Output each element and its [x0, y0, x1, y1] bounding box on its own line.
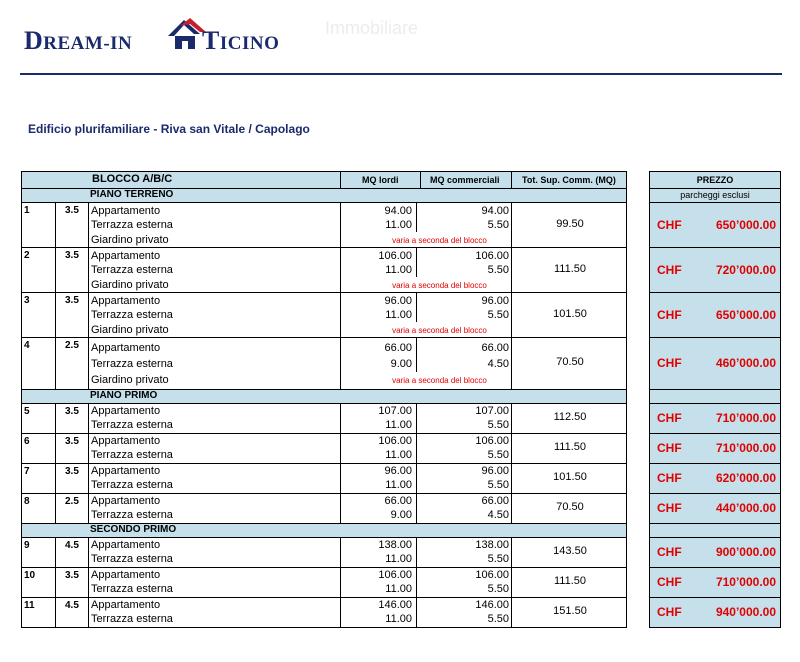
unit-number: 11 — [24, 600, 35, 611]
unit-line-label: Terrazza esterna — [91, 479, 173, 491]
value-divider — [416, 568, 417, 598]
mq-lordi-value: 11.00 — [385, 309, 412, 321]
table-row — [21, 568, 627, 598]
price-section-spacer — [649, 390, 781, 404]
mq-lordi-value: 107.00 — [378, 405, 412, 417]
value-divider — [416, 338, 417, 372]
mq-lordi-value: 106.00 — [378, 250, 412, 262]
unit-line-label: Terrazza esterna — [91, 419, 173, 431]
column-divider — [55, 293, 56, 337]
mq-lordi-value: 11.00 — [385, 479, 412, 491]
unit-rooms: 4.5 — [65, 540, 79, 551]
mq-comm-value: 4.50 — [487, 358, 509, 370]
header-mq-comm: MQ commerciali — [430, 175, 500, 185]
column-divider — [88, 404, 89, 433]
unit-rooms: 3.5 — [65, 406, 79, 417]
column-divider — [340, 404, 341, 433]
mq-lordi-value: 106.00 — [378, 569, 412, 581]
column-divider — [340, 338, 341, 389]
mq-comm-value: 5.50 — [487, 219, 509, 231]
value-divider — [416, 434, 417, 464]
price-currency: CHF — [657, 262, 682, 277]
column-divider — [55, 568, 56, 597]
price-cell — [649, 568, 781, 598]
value-divider — [416, 598, 417, 628]
column-divider — [55, 494, 56, 523]
table-row — [21, 538, 627, 568]
mq-comm-value: 107.00 — [475, 405, 509, 417]
column-divider — [88, 203, 89, 247]
price-cell — [649, 203, 781, 248]
column-divider — [340, 568, 341, 597]
unit-line-label: Appartamento — [91, 569, 161, 581]
price-cell — [649, 464, 781, 494]
mq-comm-value: 5.50 — [487, 419, 509, 431]
mq-comm-value: 5.50 — [487, 264, 509, 276]
price-currency: CHF — [657, 501, 682, 515]
price-amount: 710’000.00 — [715, 411, 776, 425]
total-surface: 101.50 — [553, 307, 587, 320]
unit-line-label: Terrazza esterna — [91, 583, 173, 595]
column-divider — [55, 464, 56, 493]
mq-comm-value: 5.50 — [487, 479, 509, 491]
unit-number: 6 — [24, 436, 30, 447]
unit-line-label: Giardino privato — [91, 279, 169, 291]
price-cell — [649, 538, 781, 568]
unit-line-label: Giardino privato — [91, 374, 169, 386]
price-amount: 460’000.00 — [715, 356, 776, 370]
unit-line-label: Giardino privato — [91, 324, 169, 336]
mq-lordi-value: 11.00 — [385, 583, 412, 595]
price-cell — [649, 404, 781, 434]
column-divider — [88, 464, 89, 493]
mq-comm-value: 146.00 — [475, 599, 509, 611]
value-divider — [416, 464, 417, 494]
unit-number: 2 — [24, 250, 30, 261]
table-row — [21, 598, 627, 628]
section-name: SECONDO PRIMO — [90, 524, 177, 535]
price-amount: 620’000.00 — [715, 471, 776, 485]
logo-rest-left: REAM-IN — [43, 33, 133, 54]
section-header — [21, 189, 627, 203]
mq-lordi-value: 11.00 — [385, 419, 412, 431]
column-divider — [55, 538, 56, 567]
value-divider — [416, 248, 417, 277]
header-tot: Tot. Sup. Comm. (MQ) — [522, 175, 616, 185]
unit-rooms: 3.5 — [65, 466, 79, 477]
value-divider — [416, 404, 417, 434]
price-subheader: parcheggi esclusi — [649, 189, 781, 203]
header-block-label: BLOCCO A/B/C — [92, 173, 173, 185]
unit-line-label: Terrazza esterna — [91, 264, 173, 276]
column-divider — [340, 203, 341, 247]
total-surface: 111.50 — [553, 441, 586, 453]
mq-lordi-value: 106.00 — [378, 435, 412, 447]
column-divider — [55, 338, 56, 389]
mq-lordi-value: 9.00 — [390, 358, 412, 370]
unit-line-label: Terrazza esterna — [91, 509, 173, 521]
value-divider — [416, 203, 417, 232]
mq-lordi-value: 66.00 — [384, 342, 412, 354]
unit-line-label: Appartamento — [91, 205, 161, 217]
mq-lordi-value: 96.00 — [384, 465, 412, 477]
price-amount: 650’000.00 — [715, 307, 776, 322]
unit-line-label: Appartamento — [91, 465, 161, 477]
variation-note: varia a seconda del blocco — [392, 281, 487, 290]
unit-line-label: Giardino privato — [91, 234, 169, 246]
mq-lordi-value: 146.00 — [378, 599, 412, 611]
unit-line-label: Terrazza esterna — [91, 219, 173, 231]
mq-lordi-value: 66.00 — [384, 495, 412, 507]
table-row — [21, 338, 627, 390]
price-cell — [649, 494, 781, 524]
total-surface: 143.50 — [553, 545, 587, 557]
column-divider — [88, 248, 89, 292]
section-name: PIANO TERRENO — [90, 189, 174, 200]
unit-line-label: Appartamento — [91, 599, 161, 611]
unit-rooms: 3.5 — [65, 205, 79, 216]
header-mq-lordi: MQ lordi — [362, 175, 399, 185]
section-name: PIANO PRIMO — [90, 390, 158, 401]
price-amount: 900’000.00 — [715, 545, 776, 559]
price-cell — [649, 338, 781, 390]
unit-number: 8 — [24, 496, 30, 507]
unit-line-label: Appartamento — [91, 539, 161, 551]
logo-cap-d: D — [24, 26, 44, 55]
column-divider — [340, 293, 341, 337]
price-amount: 940’000.00 — [715, 605, 776, 619]
price-currency: CHF — [657, 217, 682, 232]
price-cell — [649, 598, 781, 628]
mq-comm-value: 96.00 — [481, 465, 509, 477]
table-header — [21, 171, 627, 189]
logo — [24, 16, 324, 56]
column-divider — [55, 203, 56, 247]
unit-number: 9 — [24, 540, 30, 551]
column-divider — [55, 248, 56, 292]
header-col-divider — [340, 172, 341, 188]
price-header: PREZZO — [649, 171, 781, 189]
apartment-table — [21, 171, 627, 628]
column-divider — [340, 248, 341, 292]
unit-line-label: Appartamento — [91, 405, 161, 417]
price-currency: CHF — [657, 441, 682, 455]
mq-comm-value: 5.50 — [487, 613, 509, 625]
logo-text-right — [202, 26, 279, 56]
mq-comm-value: 96.00 — [481, 295, 509, 307]
column-divider — [88, 568, 89, 597]
section-header — [21, 524, 627, 538]
value-divider — [416, 538, 417, 568]
table-row — [21, 248, 627, 293]
total-surface: 70.50 — [556, 356, 584, 368]
unit-number: 1 — [24, 205, 30, 216]
price-currency: CHF — [657, 471, 682, 485]
column-divider — [88, 494, 89, 523]
mq-lordi-value: 96.00 — [384, 295, 412, 307]
column-divider — [55, 598, 56, 627]
price-currency: CHF — [657, 575, 682, 589]
variation-note: varia a seconda del blocco — [392, 376, 487, 385]
table-row — [21, 203, 627, 248]
mq-comm-value: 5.50 — [487, 309, 509, 321]
mq-comm-value: 5.50 — [487, 449, 509, 461]
document-subtitle: Edificio plurifamiliare - Riva san Vitale / Capolago — [28, 122, 310, 136]
unit-number: 4 — [24, 340, 30, 351]
variation-note: varia a seconda del blocco — [392, 236, 487, 245]
logo-cap-t: T — [202, 26, 220, 55]
price-amount: 710’000.00 — [715, 575, 776, 589]
unit-line-label: Appartamento — [91, 435, 161, 447]
column-divider — [88, 538, 89, 567]
price-currency: CHF — [657, 545, 682, 559]
total-surface: 151.50 — [553, 605, 587, 617]
column-divider — [88, 598, 89, 627]
price-cell — [649, 293, 781, 338]
total-surface: 101.50 — [553, 471, 587, 483]
column-divider — [340, 494, 341, 523]
mq-lordi-value: 9.00 — [390, 509, 412, 521]
unit-line-label: Appartamento — [91, 342, 161, 354]
mq-lordi-value: 94.00 — [384, 205, 412, 217]
mq-lordi-value: 11.00 — [385, 613, 412, 625]
price-section-spacer — [649, 524, 781, 538]
price-currency: CHF — [657, 307, 682, 322]
unit-number: 3 — [24, 295, 30, 306]
mq-comm-value: 106.00 — [475, 569, 509, 581]
column-divider — [340, 598, 341, 627]
mq-comm-value: 66.00 — [481, 342, 509, 354]
unit-line-label: Appartamento — [91, 250, 161, 262]
unit-number: 5 — [24, 406, 30, 417]
unit-rooms: 4.5 — [65, 600, 79, 611]
price-currency: CHF — [657, 411, 682, 425]
unit-line-label: Terrazza esterna — [91, 358, 173, 370]
mq-lordi-value: 11.00 — [385, 219, 412, 231]
unit-number: 7 — [24, 466, 30, 477]
value-divider — [416, 293, 417, 322]
total-surface: 70.50 — [556, 501, 584, 513]
price-cell — [649, 434, 781, 464]
mq-lordi-value: 138.00 — [378, 539, 412, 551]
column-divider — [340, 464, 341, 493]
price-amount: 710’000.00 — [715, 441, 776, 455]
price-amount: 720’000.00 — [715, 262, 776, 277]
unit-line-label: Appartamento — [91, 295, 161, 307]
table-row — [21, 404, 627, 434]
column-divider — [340, 434, 341, 463]
column-divider — [340, 538, 341, 567]
unit-number: 10 — [24, 570, 36, 581]
price-currency: CHF — [657, 356, 682, 370]
mq-comm-value: 5.50 — [487, 553, 509, 565]
mq-comm-value: 4.50 — [487, 509, 509, 521]
price-currency: CHF — [657, 605, 682, 619]
logo-text-left — [24, 26, 132, 56]
mq-comm-value: 66.00 — [481, 495, 509, 507]
mq-comm-value: 106.00 — [475, 250, 509, 262]
unit-line-label: Terrazza esterna — [91, 553, 173, 565]
mq-comm-value: 94.00 — [481, 205, 509, 217]
column-divider — [88, 338, 89, 389]
column-divider — [55, 404, 56, 433]
column-divider — [55, 434, 56, 463]
mq-lordi-value: 11.00 — [385, 264, 412, 276]
price-amount: 440’000.00 — [715, 501, 776, 515]
header-divider — [20, 73, 782, 75]
variation-note: varia a seconda del blocco — [392, 326, 487, 335]
table-row — [21, 464, 627, 494]
value-divider — [416, 494, 417, 524]
column-divider — [88, 293, 89, 337]
unit-line-label: Terrazza esterna — [91, 613, 173, 625]
unit-rooms: 2.5 — [65, 496, 79, 507]
mq-comm-value: 5.50 — [487, 583, 509, 595]
unit-line-label: Appartamento — [91, 495, 161, 507]
total-surface: 112.50 — [553, 411, 587, 423]
mq-lordi-value: 11.00 — [385, 553, 412, 565]
table-row — [21, 434, 627, 464]
table-row — [21, 293, 627, 338]
price-cell — [649, 248, 781, 293]
unit-rooms: 3.5 — [65, 570, 79, 581]
column-divider — [88, 434, 89, 463]
table-row — [21, 494, 627, 524]
total-surface: 111.50 — [553, 575, 586, 587]
unit-rooms: 3.5 — [65, 436, 79, 447]
price-table — [649, 171, 781, 628]
unit-rooms: 3.5 — [65, 250, 79, 261]
header-col-divider — [511, 172, 512, 188]
mq-comm-value: 106.00 — [475, 435, 509, 447]
mq-comm-value: 138.00 — [475, 539, 509, 551]
unit-line-label: Terrazza esterna — [91, 449, 173, 461]
watermark: Immobiliare — [325, 18, 419, 38]
unit-line-label: Terrazza esterna — [91, 309, 173, 321]
total-surface: 111.50 — [553, 262, 586, 275]
mq-lordi-value: 11.00 — [385, 449, 412, 461]
logo-rest-right: ICINO — [219, 33, 280, 54]
unit-rooms: 3.5 — [65, 295, 79, 306]
price-amount: 650’000.00 — [715, 217, 776, 232]
total-surface: 99.50 — [556, 217, 584, 230]
header-col-divider — [420, 172, 421, 188]
unit-rooms: 2.5 — [65, 340, 79, 351]
section-header — [21, 390, 627, 404]
